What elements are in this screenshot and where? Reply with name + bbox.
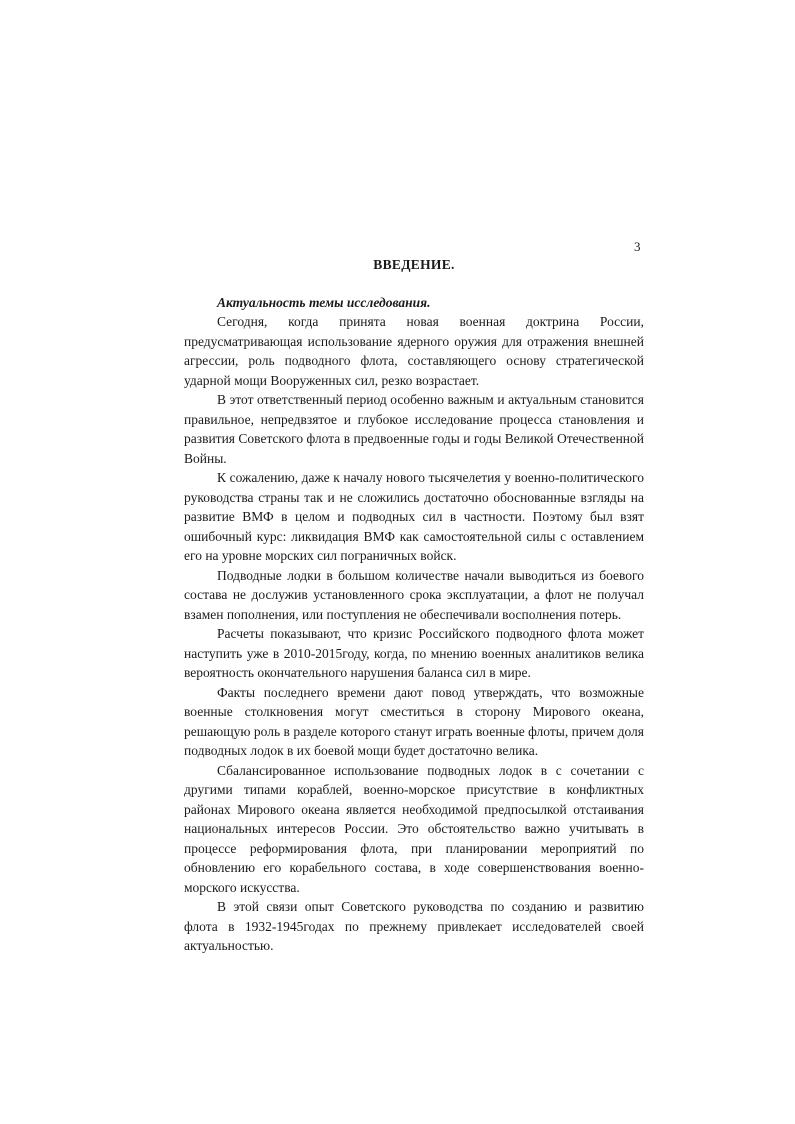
- paragraph: Подводные лодки в большом количестве начали выводиться из боевого состава не дослужив установленного срока эксплуатации, а флот не получал взамен пополнения, или поступления не обеспечивали восполнения потерь.: [184, 567, 644, 622]
- paragraph: К сожалению, даже к началу нового тысячелетия у военно-политического руководства страны так и не сложились достаточно обоснованные взгляды на развитие ВМФ в целом и подводных сил в частности. Поэтому был взят ошибочный курс: ликвидация ВМФ как самостоятельной силы с оставлением его на уровне морских сил пограничных войск.: [184, 470, 644, 563]
- section-heading: Актуальность темы исследования.: [217, 295, 431, 310]
- paragraph: Факты последнего времени дают повод утверждать, что возможные военные столкновения могут сместиться в сторону Мирового океана, решающую роль в разделе которого станут играть военные флоты, причем доля подводных лодок в их боевой мощи будет достаточно велика.: [184, 684, 644, 758]
- paragraph: Расчеты показывают, что кризис Российского подводного флота может наступить уже в 2010-2015году, когда, по мнению военных аналитиков велика вероятность окончательного нарушения баланса сил в мире.: [184, 626, 644, 680]
- paragraph: Сбалансированное использование подводных лодок в с сочетании с другими типами кораблей, военно-морское присутствие в конфликтных районах Мирового океана является необходимой предпосылкой отстаивания национальных интересов России. Это обстоятельство важно учитывать в процессе реформирования флота, при планировании мероприятий по обновлению его корабельного состава, в ходе совершенствования военно-морского искусства.: [184, 762, 644, 895]
- page-title: ВВЕДЕНИЕ.: [373, 257, 455, 272]
- page-number: 3: [634, 239, 641, 254]
- paragraph: В этой связи опыт Советского руководства по созданию и развитию флота в 1932-1945годах по прежнему привлекает исследователей своей актуальностью.: [184, 899, 644, 953]
- body-text: [184, 312, 644, 956]
- paragraph: В этот ответственный период особенно важным и актуальным становится правильное, непредвзятое и глубокое исследование процесса становления и развития Советского флота в предвоенные годы и годы Великой Отечественной Войны.: [184, 392, 644, 466]
- paragraph: Сегодня, когда принята новая военная доктрина России, предусматривающая использование ядерного оружия для отражения внешней агрессии, роль подводного флота, составляющего основу стратегической ударной мощи Вооруженных сил, резко возрастает.: [184, 314, 644, 388]
